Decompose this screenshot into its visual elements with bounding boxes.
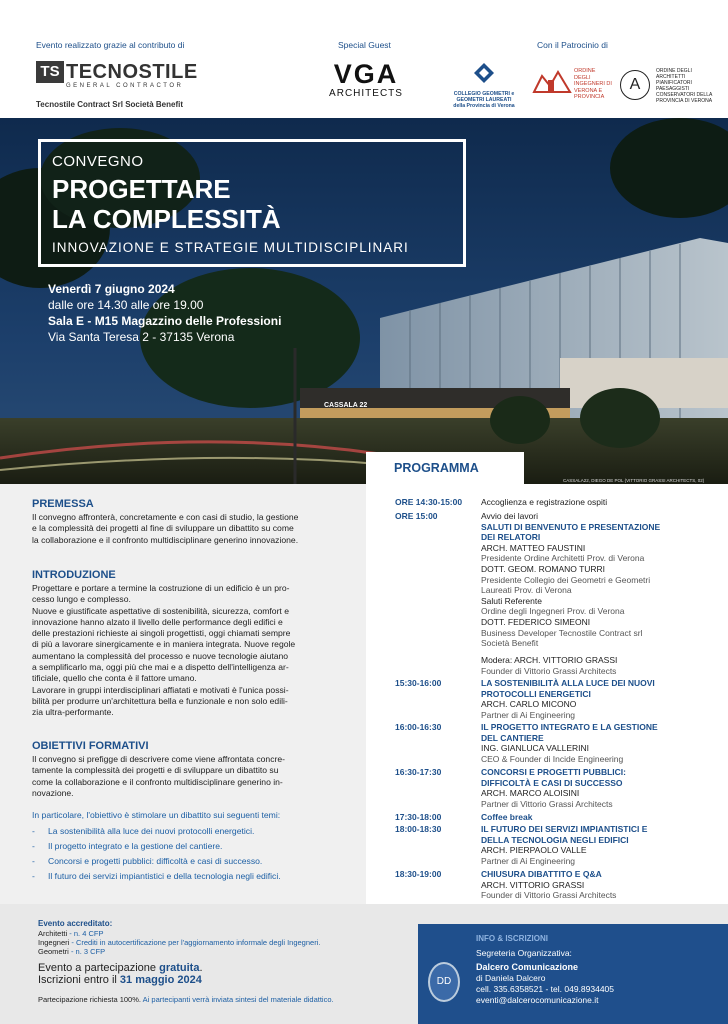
participation-text: Partecipazione richiesta 100%. Ai partecipanti verrà inviata sintesi del materiale didattico. [38,995,334,1004]
org-person: di Daniela Dalcero [476,973,546,983]
event-title: PROGETTARE LA COMPLESSITÀ [52,174,281,234]
program-line: ARCH. MARCO ALOISINI [481,788,580,799]
program-line: Laureati Prov. di Verona [481,585,572,596]
program-line: ARCH. MATTEO FAUSTINI [481,542,586,553]
introduzione-heading: INTRODUZIONE [32,569,116,581]
guest-caption: Special Guest [338,40,391,50]
program-line: PROTOCOLLI ENERGETICI [481,688,591,699]
program-line: DEI RELATORI [481,532,541,543]
topics-list [32,826,362,886]
tecnostile-company: Tecnostile Contract Srl Società Benefit [36,100,183,109]
list-item: - La sostenibilità alla luce dei nuovi protocolli energetici. [32,826,255,836]
program-line: Avvio dei lavori [481,511,539,521]
building-sign: CASSALA 22 [324,402,368,409]
free-event-text: Evento a partecipazione gratuita. [38,962,203,974]
event-kicker: CONVEGNO [52,153,144,170]
ordine-ingegneri-logo: ORDINE DEGLI INGEGNERI DI VERONA E PROVINCIA [532,66,612,106]
deadline-text: Iscrizioni entro il 31 maggio 2024 [38,974,202,986]
premessa-heading: PREMESSA [32,498,94,510]
sponsor-header [0,0,728,118]
collegio-emblem-icon [473,62,495,84]
program-line: IL FUTURO DEI SERVIZI IMPIANTISTICI E [481,824,648,834]
obiettivi-intro: In particolare, l'obiettivo è stimolare un dibattito sui seguenti temi: [32,810,281,820]
program-line: Società Benefit [481,638,539,649]
program-line: Partner di Vittorio Grassi Architects [481,798,613,809]
collegio-geometri-logo: COLLEGIO GEOMETRI e GEOMETRI LAUREATI della Provincia di Verona [450,62,518,106]
photo-credit: CASSALA22, DIEGO DE POL (VITTORIO GRASSI ARCHITECTS, 02) [563,478,705,483]
program-line: LA SOSTENIBILITÀ ALLA LUCE DEI NUOVI [481,678,655,688]
org-email[interactable]: eventi@dalcerocomunicazione.it [476,995,599,1005]
program-line: Business Developer Tecnostile Contract srl [481,627,643,638]
list-item: - Concorsi e progetti pubblici: difficoltà e casi di successo. [32,856,263,866]
sponsor-caption: Evento realizzato grazie al contributo di [36,40,185,50]
program-line: Saluti Referente [481,595,542,606]
list-item: - Il progetto integrato e la gestione del cantiere. [32,841,223,851]
secretariat-label: Segreteria Organizzativa: [476,948,572,958]
info-heading: INFO & ISCRIZIONI [476,934,548,943]
patron-caption: Con il Patrocinio di [537,40,608,50]
program-time: ORE 14:30-15:00 [395,497,463,507]
program-time: ORE 15:00 [395,511,438,521]
program-line: Partner di Ai Engineering [481,709,576,720]
program-line: Accoglienza e registrazione ospiti [481,497,608,507]
program-line: Presidente Collegio dei Geometri e Geometri [481,574,651,585]
program-line: CHIUSURA DIBATTITO E Q&A [481,869,602,879]
program-line: Founder di Vittorio Grassi Architects [481,665,617,676]
program-line: Partner di Ai Engineering [481,855,576,866]
program-line: SALUTI DI BENVENUTO E PRESENTAZIONE [481,521,661,532]
tecnostile-logo: TS TECNOSTILE GENERAL CONTRACTOR [36,61,184,91]
program-line: ARCH. PIERPAOLO VALLE [481,845,587,856]
architetti-emblem-icon: A [620,70,650,100]
accredited-heading: Evento accreditato: [38,919,113,928]
program-line: Modera: ARCH. VITTORIO GRASSI [481,655,618,665]
program-tab [366,452,524,484]
program-line: Coffee break [481,812,533,822]
info-panel [418,924,728,1024]
ingegneri-emblem-icon [532,66,572,100]
event-time: dalle ore 14.30 alle ore 19.00 [48,298,204,312]
program-line: ARCH. CARLO MICONO [481,699,577,710]
program-line: Ordine degli Ingegneri Prov. di Verona [481,606,625,617]
dalcero-seal-icon: DD [428,962,460,1002]
program-line: IL PROGETTO INTEGRATO E LA GESTIONE [481,722,658,732]
program-time: 18:30-19:00 [395,869,442,879]
program-line: CONCORSI E PROGETTI PUBBLICI: [481,767,626,777]
program-line: DEL CANTIERE [481,732,544,743]
org-phones: cell. 335.6358521 - tel. 049.8934405 [476,984,615,994]
program-time: 18:00-18:30 [395,824,442,834]
event-venue: Sala E - M15 Magazzino delle Professioni [48,314,282,328]
program-time: 16:30-17:30 [395,767,442,777]
program-time: 15:30-16:00 [395,678,442,688]
obiettivi-text: Il convegno si prefigge di descrivere come viene affrontata concre- tamente la complessità dei progetti e di sviluppare un dibattito su come la collaborazione e il confronto multidisciplinare generino in- novazione. [32,754,286,798]
credit-ingegneri: Ingegneri - Crediti in autocertificazione per l'aggiornamento informale degli Ingegneri. [38,938,321,947]
program-line: DELLA TECNOLOGIA NEGLI EDIFICI [481,834,629,845]
introduzione-text: Progettare e portare a termine la costruzione di un edificio è un pro- cesso lungo e complesso. Nuove e giustificate aspettative di sostenibilità, sicurezza, comfort e innovazione hanno alzato il livello delle performance degli edifici e delle prestazioni richieste ai singoli progettisti, oggi chiamati sempre di più a lavorare sinergicamente e in maniera integrata. Nuove regole aumentano la complessità del processo e nuove tecnologie aiutano a semplificarlo ma, oggi più che mai e a dispetto dell'intelligenza ar- tificiale, quello che conta è il fattore umano. Lavorare in gruppi interdisciplinari affiatati e motivati è l'unica possi- bilità per produrre un'architettura bella e funzionale e non solo edili- zia ultra-performante. [32,583,296,718]
program-line: DIFFICOLTÀ E CASI DI SUCCESSO [481,777,623,788]
program-line: Presidente Ordine Architetti Prov. di Verona [481,553,645,564]
program-time: 16:00-16:30 [395,722,442,732]
program-heading: PROGRAMMA [394,461,479,475]
program-line: Founder di Vittorio Grassi Architects [481,890,617,901]
org-name: Dalcero Comunicazione [476,962,579,972]
credit-geometri: Geometri - n. 3 CFP [38,947,106,956]
program-line: CEO & Founder di Incide Engineering [481,753,624,764]
event-date: Venerdì 7 giugno 2024 [48,282,175,296]
obiettivi-heading: OBIETTIVI FORMATIVI [32,740,149,752]
program-line: DOTT. FEDERICO SIMEONI [481,617,591,627]
program-time: 17:30-18:00 [395,812,442,822]
vga-architects-logo: VGA ARCHITECTS [329,59,403,99]
program-line: ING. GIANLUCA VALLERINI [481,743,590,754]
program-line: ARCH. VITTORIO GRASSI [481,879,585,890]
program-line: DOTT. GEOM. ROMANO TURRI [481,564,606,574]
event-subtitle: INNOVAZIONE E STRATEGIE MULTIDISCIPLINARI [52,240,409,255]
ordine-architetti-logo: A ORDINE DEGLI ARCHITETTI PIANIFICATORI PAESAGGISTI CONSERVATORI DELLA PROVINCIA DI VERONA [620,68,720,108]
premessa-text: Il convegno affronterà, concretamente e con casi di studio, la gestione e la complessità dei progetti al fine di sviluppare un dibattito su come la collaborazione e il confronto multidisciplinare generino innovazione. [32,512,299,545]
credit-architetti: Architetti - n. 4 CFP [38,929,104,938]
event-address: Via Santa Teresa 2 - 37135 Verona [48,330,235,344]
list-item: - Il futuro dei servizi impiantistici e della tecnologia negli edifici. [32,871,281,881]
